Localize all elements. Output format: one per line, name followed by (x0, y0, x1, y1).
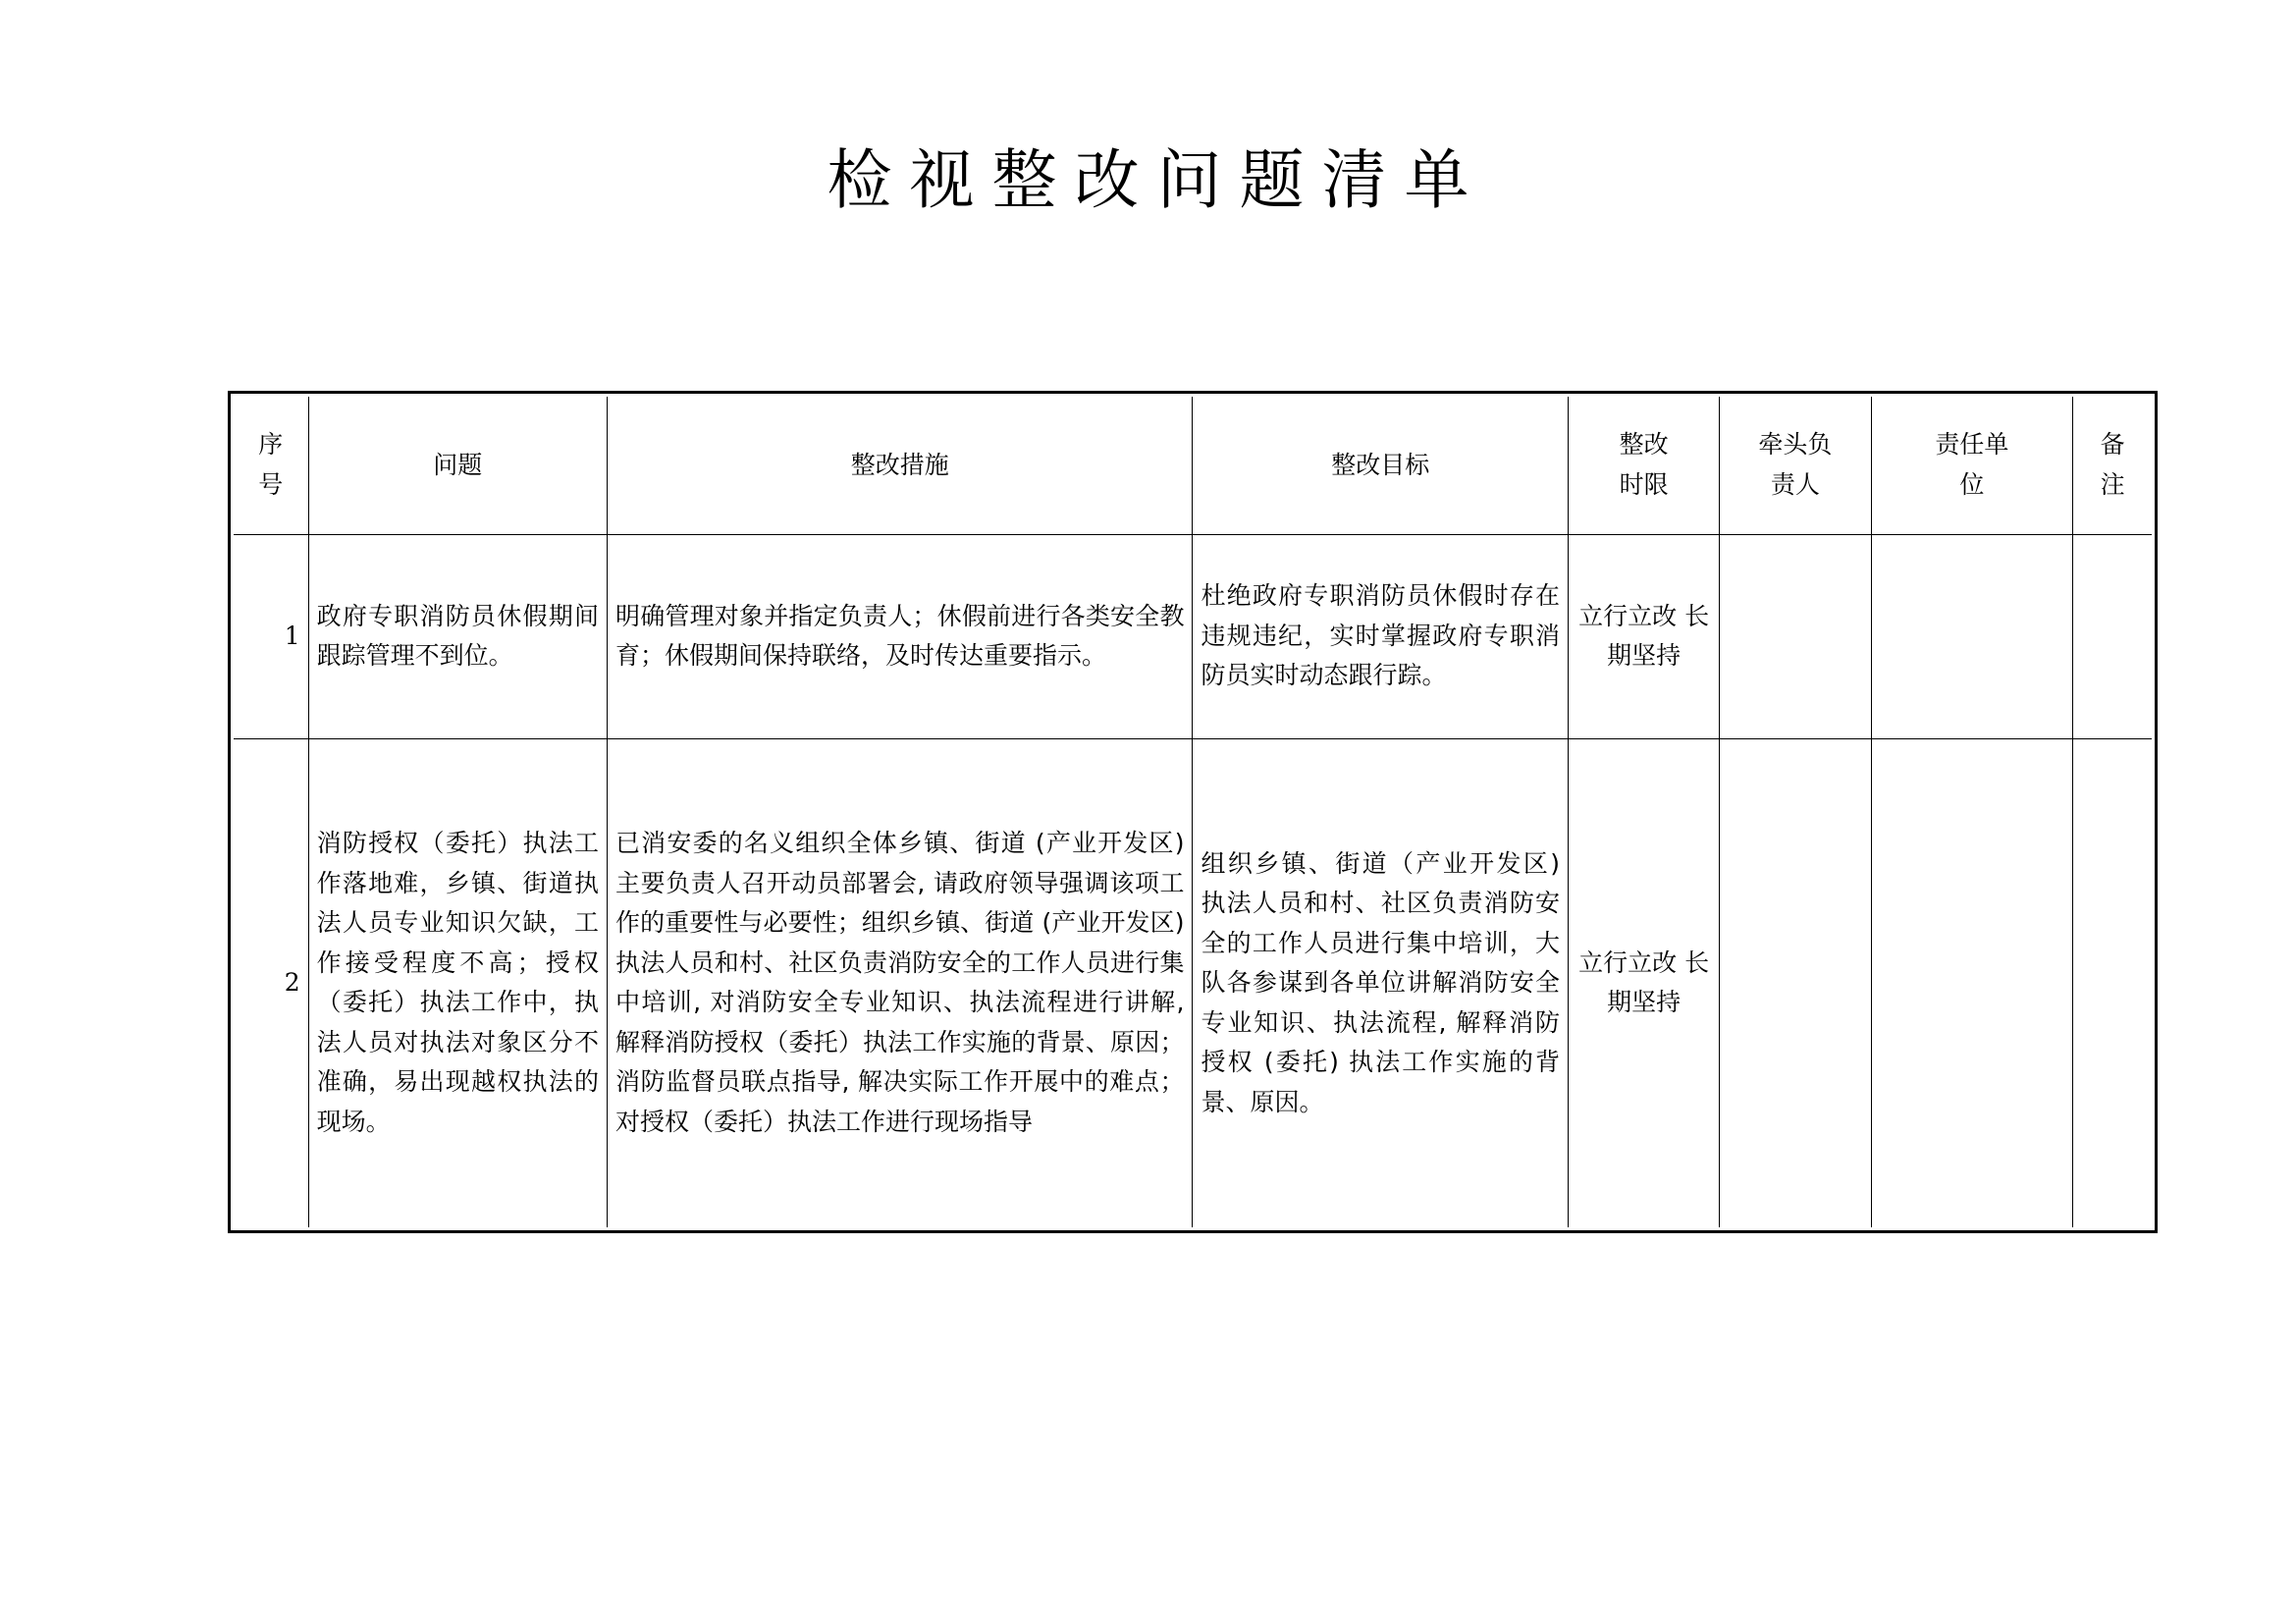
cell-measure: 明确管理对象并指定负责人；休假前进行各类安全教育；休假期间保持联络，及时传达重要指示。 (608, 534, 1193, 738)
table-header (234, 397, 2152, 534)
cell-goal: 组织乡镇、街道（产业开发区) 执法人员和村、社区负责消防安全的工作人员进行集中培训，大队各参谋到各单位讲解消防安全专业知识、执法流程, 解释消防授权 (委托) 执法工作实施的背景、原因。 (1193, 738, 1569, 1227)
column-header-seq-line2: 号 (258, 469, 284, 499)
cell-leader (1720, 738, 1871, 1227)
table-body (234, 534, 2152, 1227)
cell-deadline: 立行立改 长期坚持 (1569, 738, 1720, 1227)
column-header-goal: 整改目标 (1193, 397, 1569, 534)
column-header-remark-line1: 备 (2100, 430, 2125, 460)
column-header-deadline (1569, 397, 1720, 534)
cell-problem: 政府专职消防员休假期间跟踪管理不到位。 (308, 534, 607, 738)
cell-unit (1871, 738, 2073, 1227)
cell-problem: 消防授权（委托）执法工作落地难，乡镇、街道执法人员专业知识欠缺，工作接受程度不高；授权（委托）执法工作中，执法人员对执法对象区分不准确，易出现越权执法的现场。 (308, 738, 607, 1227)
cell-goal: 杜绝政府专职消防员休假时存在违规违纪，实时掌握政府专职消防员实时动态跟行踪。 (1193, 534, 1569, 738)
column-header-remark-line2: 注 (2100, 469, 2125, 499)
cell-remark (2073, 534, 2152, 738)
column-header-deadline-line1: 整改 (1619, 430, 1669, 460)
column-header-seq (234, 397, 308, 534)
table-row (234, 534, 2152, 738)
column-header-unit-line1: 责任单 (1935, 430, 2009, 460)
column-header-unit-line2: 位 (1959, 469, 1985, 499)
cell-remark (2073, 738, 2152, 1227)
column-header-leader-line1: 牵头负 (1758, 430, 1833, 460)
cell-measure: 已消安委的名义组织全体乡镇、街道 (产业开发区) 主要负责人召开动员部署会, 请政府领导强调该项工作的重要性与必要性；组织乡镇、街道 (产业开发区) 执法人员和村、社区负责消防安全的工作人员进行集中培训, 对消防安全专业知识、执法流程进行讲解, 解释消防授权（委托）执法工作实施的背景、原因；消防监督员联点指导, 解决实际工作开展中的难点；对授权（委托）执法工作进行现场指导 (608, 738, 1193, 1227)
column-header-deadline-line2: 时限 (1619, 469, 1669, 499)
cell-leader (1720, 534, 1871, 738)
page-title: 检视整改问题清单 (827, 142, 1487, 218)
rectification-table-container (228, 391, 2158, 1233)
column-header-leader (1720, 397, 1871, 534)
column-header-problem: 问题 (308, 397, 607, 534)
column-header-measure: 整改措施 (608, 397, 1193, 534)
column-header-unit (1871, 397, 2073, 534)
rectification-issue-table (234, 397, 2152, 1227)
cell-unit (1871, 534, 2073, 738)
table-header-row (234, 397, 2152, 534)
cell-deadline: 立行立改 长期坚持 (1569, 534, 1720, 738)
table-row (234, 738, 2152, 1227)
column-header-remark (2073, 397, 2152, 534)
cell-seq: 2 (234, 738, 308, 1227)
cell-seq: 1 (234, 534, 308, 738)
column-header-leader-line2: 责人 (1770, 469, 1820, 499)
column-header-seq-line1: 序 (258, 430, 284, 460)
